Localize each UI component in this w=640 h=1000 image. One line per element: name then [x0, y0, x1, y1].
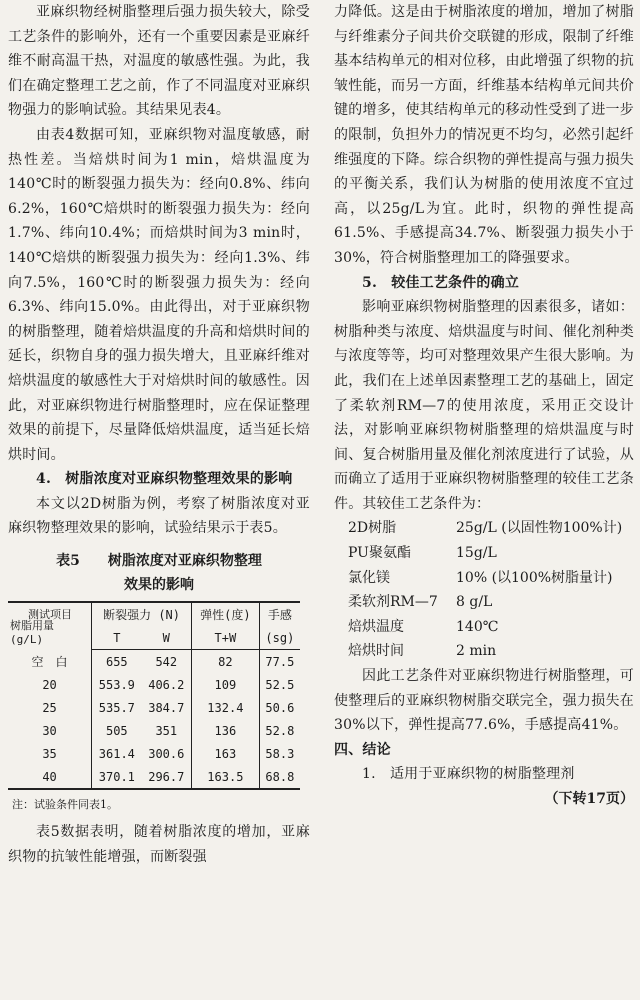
table-cell: 30 [8, 719, 92, 742]
table-cell: 542 [142, 650, 192, 674]
table-cell: 40 [8, 765, 92, 789]
paragraph-process-factors: 影响亚麻织物树脂整理的因素很多，诸如：树脂种类与浓度、焙烘温度与时间、催化剂种类与浓度等等，均可对整理效果产生很大影响。为此，我们在上述单因素整理工艺的基础上，固定了柔软剂RM—7的使用浓度，采用正交设计法，对影响亚麻织物树脂整理的焙烘温度与时间、复合树脂用量及催化剂浓度进行了试验，从而确立了适用于亚麻织物树脂整理的较佳工艺条件。其较佳工艺条件为： [334, 299, 634, 512]
table5-title-line2: 效果的影响 [124, 577, 194, 594]
paragraph-table5-analysis: 表5数据表明，随着树脂浓度的增加，亚麻织物的抗皱性能增强，而断裂强 [8, 824, 310, 865]
table-cell: 82 [192, 650, 260, 674]
table-row [8, 742, 300, 765]
table5-diagonal-header [8, 602, 92, 650]
table-cell: 296.7 [142, 765, 192, 789]
table5 [8, 601, 310, 790]
table-cell: 77.5 [265, 654, 295, 669]
table5-sub-t: T [92, 626, 142, 650]
table-row [8, 673, 300, 696]
table5-note: 注：试验条件同表1。 [12, 798, 118, 812]
table5-title [8, 549, 310, 597]
paragraph-process-result: 因此工艺条件对亚麻织物进行树脂整理，可使整理后的亚麻织物树脂交联完全，强力损失在30%以下，弹性提高77.6%，手感提高41%。 [334, 668, 634, 734]
table-cell: 535.7 [98, 700, 135, 715]
table-cell: 35 [8, 742, 92, 765]
section-heading-5: 5. 较佳工艺条件的确立 [362, 274, 520, 291]
process-item-name: 柔软剂RM—7 [348, 594, 438, 611]
table-cell: 384.7 [142, 696, 192, 719]
table5-title-line1: 表5 树脂浓度对亚麻织物整理 [56, 553, 262, 570]
section-heading-4: 4. 树脂浓度对亚麻织物整理效果的影响 [36, 471, 293, 488]
table-row [8, 650, 300, 674]
table-row [8, 719, 300, 742]
process-item-name: 氯化镁 [348, 569, 390, 586]
table5-sub-w: W [142, 626, 192, 650]
table5-header-elasticity: 弹性(度) [192, 602, 260, 626]
process-item [334, 615, 634, 640]
left-column [8, 0, 310, 869]
paragraph-strength-decrease: 力降低。这是由于树脂浓度的增加，增加了树脂与纤维素分子间共价交联键的形成，限制了纤维基本结构单元的相对位移，由此增强了织物的抗皱性能，而另一方面，纤维基本结构单元间共价键的增多，使其结构单元的移动性受到了进一步的限制，负担外力的情况更不均匀，必然引起纤维强度的下降。综合织物的弹性提高与强力损失的平衡关系，我们认为树脂的使用浓度不宜过高，以25g/L为宜。此时，织物的弹性提高61.5%、手感提高34.7%、断裂强力损失小于30%，符合树脂整理加工的降强要求。 [334, 4, 634, 266]
table-cell: 58.3 [265, 746, 295, 761]
table5-sub-unit: (sg) [259, 626, 300, 650]
table-cell: 68.8 [259, 765, 300, 789]
table5-header-strength: 断裂强力 (N) [92, 602, 192, 626]
section-heading-conclusion: 四、结论 [334, 741, 391, 758]
process-item-name: 焙烘时间 [348, 643, 404, 660]
process-item-value: 140℃ [456, 618, 499, 635]
table-cell: 406.2 [142, 673, 192, 696]
table-cell: 25 [8, 696, 92, 719]
table-cell: 132.4 [192, 696, 260, 719]
table-cell: 109 [192, 673, 260, 696]
table-row [8, 696, 300, 719]
table5-header-resin-dosage: 树脂用量(g/L) [10, 619, 54, 647]
process-item-name: 2D树脂 [348, 520, 397, 537]
process-item [334, 516, 634, 541]
process-item [334, 639, 634, 664]
table-cell: 136 [192, 719, 260, 742]
process-item-value: 2 min [456, 643, 497, 660]
process-item-value: 25g/L (以固性物100%计) [456, 520, 623, 537]
table-cell: 52.8 [265, 723, 295, 738]
process-item [334, 541, 634, 566]
table5-header-hand: 手感 [259, 602, 300, 626]
process-conditions-list [334, 516, 634, 664]
paragraph-resin-intro: 本文以2D树脂为例，考察了树脂浓度对亚麻织物整理效果的影响，试验结果示于表5。 [8, 495, 310, 537]
table-cell: 553.9 [98, 677, 135, 692]
table-cell: 655 [105, 654, 128, 669]
paragraph-table4-analysis: 由表4数据可知，亚麻织物对温度敏感，耐热性差。当焙烘时间为1 min，焙烘温度为140℃时的断裂强力损失为：经向0.8%、纬向6.2%，160℃焙烘时的断裂强力损失为：经向1.7%、纬向10.4%；而焙烘时间为3 min时，140℃焙烘的断裂强力损失为：经向1.3%、纬向7.5%，160℃时的断裂强力损失为：经向6.3%、纬向15.0%。由此得出，对于亚麻织物的树脂整理，随着焙烘温度的升高和焙烘时间的延长，织物自身的强力损失增大，且亚麻纤维对焙烘温度的敏感性大于对焙烘时间的敏感性。因此，对亚麻织物进行树脂整理时，应在保证整理效果的前提下，尽量降低焙烘温度，适当延长焙烘时间。 [8, 126, 310, 463]
process-item-value: 10% (以100%树脂量计) [456, 569, 613, 586]
table-cell: 163.5 [192, 765, 260, 789]
table-cell: 50.6 [265, 700, 295, 715]
table-cell: 20 [8, 673, 92, 696]
process-item-value: 15g/L [456, 545, 497, 562]
table5-sub-tw: T+W [192, 626, 260, 650]
table5-grid [8, 601, 300, 790]
paragraph-temperature-intro: 亚麻织物经树脂整理后强力损失较大，除受工艺条件的影响外，还有一个重要因素是亚麻纤维不耐高温干热，对温度的敏感性强。为此，我们在确定整理工艺之前，作了不同温度对亚麻织物强力的影响试验。其结果见表4。 [8, 4, 310, 119]
table-cell: 52.5 [265, 677, 295, 692]
table-cell: 370.1 [92, 765, 142, 789]
table-cell: 361.4 [98, 746, 135, 761]
process-item-name: PU聚氨酯 [348, 545, 411, 562]
table-cell: 300.6 [142, 742, 192, 765]
continued-note: （下转17页） [544, 791, 634, 807]
process-item-name: 焙烘温度 [348, 618, 404, 635]
right-column [334, 0, 634, 812]
table-cell: 163 [192, 742, 260, 765]
table-cell: 505 [105, 723, 128, 738]
table-cell: 351 [142, 719, 192, 742]
table5-header-test-items: 测试项目 [28, 608, 72, 622]
table-row [8, 765, 300, 789]
process-item-value: 8 g/L [456, 594, 493, 611]
process-item [334, 590, 634, 615]
process-item [334, 566, 634, 591]
paragraph-conclusion-1: 1. 适用于亚麻织物的树脂整理剂 [362, 766, 575, 783]
table-cell: 空 白 [8, 650, 92, 674]
